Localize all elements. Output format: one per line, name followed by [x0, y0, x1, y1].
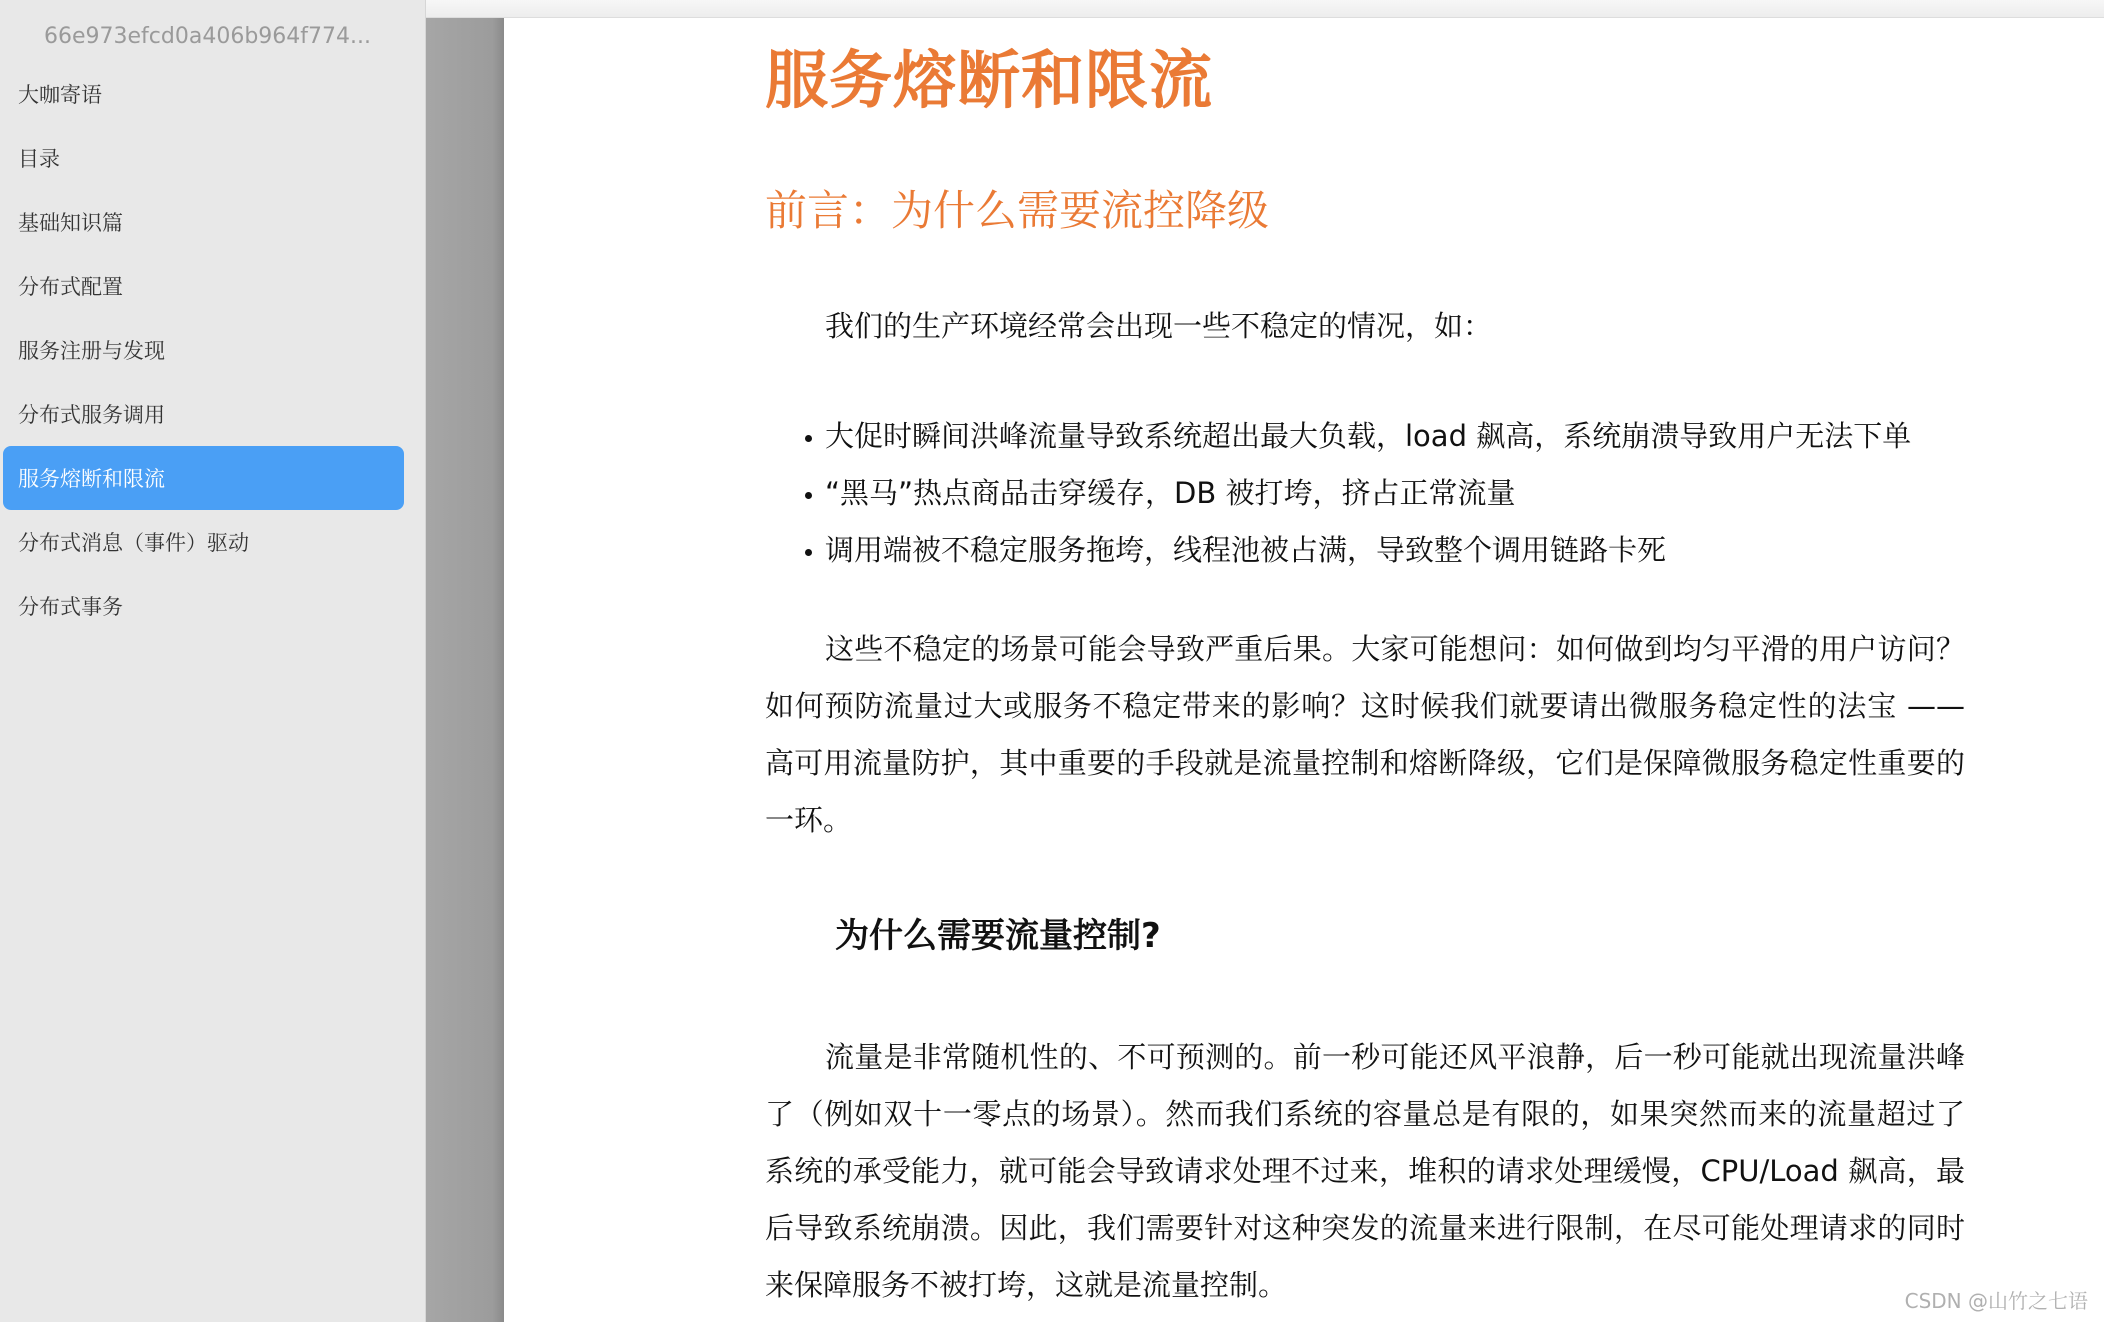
document-id-title: 66e973efcd0a406b964f774... — [44, 24, 372, 49]
bullet-list — [805, 408, 1965, 579]
sidebar-nav — [0, 62, 426, 638]
sidebar-item-label: 大咖寄语 — [18, 83, 102, 107]
paragraph-flow-control: 流量是非常随机性的、不可预测的。前一秒可能还风平浪静，后一秒可能就出现流量洪峰了（例如双十一零点的场景）。然而我们系统的容量总是有限的，如果突然而来的流量超过了系统的承受能力，就可能会导致请求处理不过来，堆积的请求处理缓慢，CPU/Load 飙高，最后导致系统崩溃。因此，我们需要针对这种突发的流量来进行限制，在尽可能处理请求的同时来保障服务不被打垮，这就是流量控制。 — [765, 1040, 1965, 1302]
sidebar-item-dakajiyu[interactable] — [3, 62, 404, 126]
sidebar-item-transactions[interactable] — [3, 574, 404, 638]
sidebar-item-label: 分布式服务调用 — [18, 403, 165, 427]
sidebar-item-event-driven[interactable] — [3, 510, 404, 574]
sidebar-item-label: 基础知识篇 — [18, 211, 123, 235]
sidebar-item-service-discovery[interactable] — [3, 318, 404, 382]
section-heading: 前言：为什么需要流控降级 — [765, 186, 1270, 235]
list-item: 大促时瞬间洪峰流量导致系统超出最大负载，load 飙高，系统崩溃导致用户无法下单 — [805, 408, 1965, 465]
sidebar-item-label: 分布式事务 — [18, 595, 123, 619]
sidebar-item-basics[interactable] — [3, 190, 404, 254]
intro-paragraph: 我们的生产环境经常会出现一些不稳定的情况，如： — [825, 309, 1493, 343]
page-title: 服务熔断和限流 — [765, 44, 1213, 117]
sidebar-item-label: 分布式消息（事件）驱动 — [18, 531, 249, 555]
sidebar-item-toc[interactable] — [3, 126, 404, 190]
list-item: “黑马”热点商品击穿缓存，DB 被打垮，挤占正常流量 — [805, 465, 1965, 522]
sidebar-item-label: 服务注册与发现 — [18, 339, 165, 363]
watermark: CSDN @山竹之七语 — [1904, 1289, 2088, 1313]
sidebar-item-label: 分布式配置 — [18, 275, 123, 299]
document-page[interactable] — [504, 18, 2104, 1322]
sidebar-item-service-invocation[interactable] — [3, 382, 404, 446]
subheading: 为什么需要流量控制? — [835, 916, 1161, 956]
list-item: 调用端被不稳定服务拖垮，线程池被占满，导致整个调用链路卡死 — [805, 522, 1965, 579]
sidebar-item-label: 服务熔断和限流 — [18, 467, 165, 491]
page-gutter — [426, 18, 504, 1322]
sidebar — [0, 0, 426, 1322]
sidebar-item-distributed-config[interactable] — [3, 254, 404, 318]
sidebar-item-circuit-breaker[interactable] — [3, 446, 404, 510]
paragraph-stability: 这些不稳定的场景可能会导致严重后果。大家可能想问：如何做到均匀平滑的用户访问？如何预防流量过大或服务不稳定带来的影响？这时候我们就要请出微服务稳定性的法宝 —— 高可用流量防护，其中重要的手段就是流量控制和熔断降级，它们是保障微服务稳定性重要的一环。 — [765, 632, 1965, 837]
top-edge — [426, 0, 2104, 18]
sidebar-item-label: 目录 — [18, 147, 60, 171]
